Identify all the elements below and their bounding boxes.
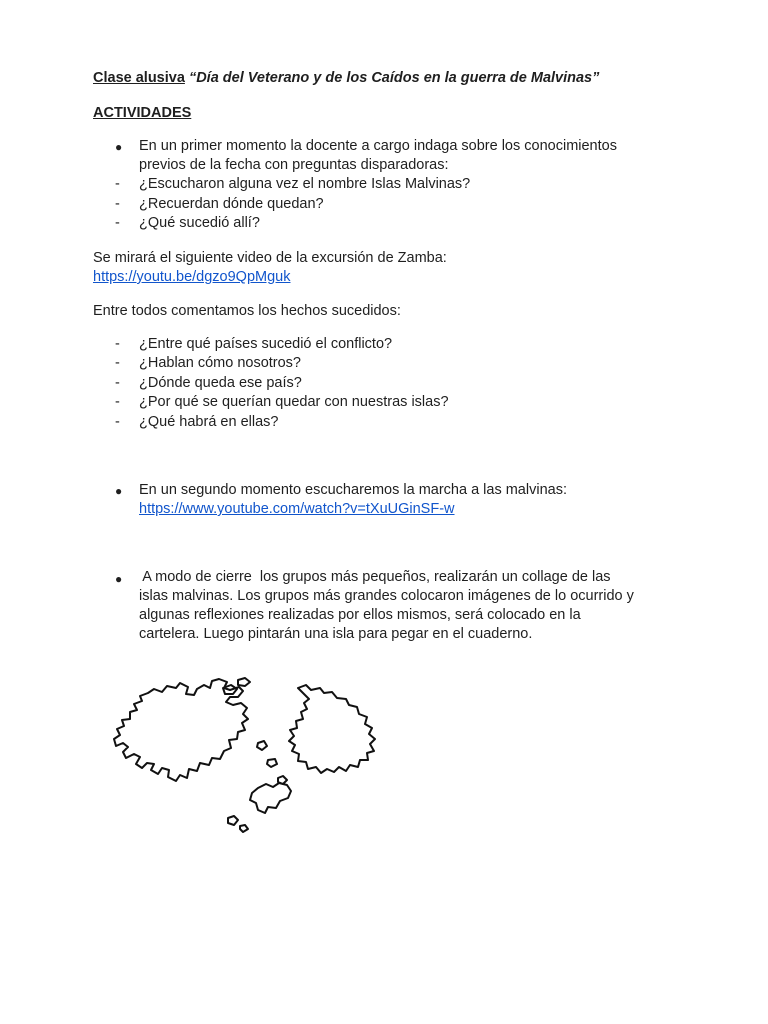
dash-icon: - xyxy=(115,176,120,192)
dash-icon: - xyxy=(115,375,120,391)
video-intro: Se mirará el siguiente video de la excursión de Zamba: xyxy=(93,250,447,266)
activities-heading: ACTIVIDADES xyxy=(93,105,192,121)
bullet-icon: ● xyxy=(115,572,123,586)
channel-islet-outline xyxy=(257,741,267,750)
section3-line1: A modo de cierre los grupos más pequeños, realizarán un collage de las xyxy=(139,569,611,585)
malvinas-islands-outline-image xyxy=(108,668,413,838)
discussion-question-4: ¿Por qué se querían quedar con nuestras islas? xyxy=(139,394,449,410)
section1-line1: En un primer momento la docente a cargo indaga sobre los conocimientos xyxy=(139,138,617,154)
discussion-question-3: ¿Dónde queda ese país? xyxy=(139,375,302,391)
section1-question-3: ¿Qué sucedió allí? xyxy=(139,215,260,231)
section1-question-2: ¿Recuerdan dónde quedan? xyxy=(139,196,324,212)
section1-line2: previos de la fecha con preguntas disparadoras: xyxy=(139,157,449,173)
section3-line3: algunas reflexiones realizadas por ellos mismos, será colocado en la xyxy=(139,607,581,623)
title-prefix: Clase alusiva xyxy=(93,70,185,86)
dash-icon: - xyxy=(115,414,120,430)
marcha-malvinas-link[interactable]: https://www.youtube.com/watch?v=tXuUGinSF-w xyxy=(139,501,455,517)
lafonia-outline xyxy=(250,783,291,813)
page-title xyxy=(93,70,599,86)
discussion-intro: Entre todos comentamos los hechos sucedidos: xyxy=(93,303,401,319)
zamba-video-link[interactable]: https://youtu.be/dgzo9QpMguk xyxy=(93,269,291,285)
west-islet-outline xyxy=(238,678,250,686)
section2-line1: En un segundo momento escucharemos la marcha a las malvinas: xyxy=(139,482,567,498)
title-main: “Día del Veterano y de los Caídos en la guerra de Malvinas” xyxy=(188,70,600,86)
bullet-icon: ● xyxy=(115,484,123,498)
southern-islet-outline xyxy=(228,816,238,825)
dash-icon: - xyxy=(115,336,120,352)
section3-line4: cartelera. Luego pintarán una isla para pegar en el cuaderno. xyxy=(139,626,533,642)
discussion-question-1: ¿Entre qué países sucedió el conflicto? xyxy=(139,336,393,352)
bullet-icon: ● xyxy=(115,140,123,154)
dash-icon: - xyxy=(115,196,120,212)
discussion-question-2: ¿Hablan cómo nosotros? xyxy=(139,355,301,371)
discussion-question-5: ¿Qué habrá en ellas? xyxy=(139,414,279,430)
channel-islet-outline xyxy=(267,759,277,767)
dash-icon: - xyxy=(115,215,120,231)
dash-icon: - xyxy=(115,355,120,371)
dash-icon: - xyxy=(115,394,120,410)
section1-question-1: ¿Escucharon alguna vez el nombre Islas Malvinas? xyxy=(139,176,471,192)
southern-islet-outline xyxy=(240,825,248,832)
east-island-outline xyxy=(289,685,375,773)
section3-line2: islas malvinas. Los grupos más grandes colocaron imágenes de lo ocurrido y xyxy=(139,588,634,604)
